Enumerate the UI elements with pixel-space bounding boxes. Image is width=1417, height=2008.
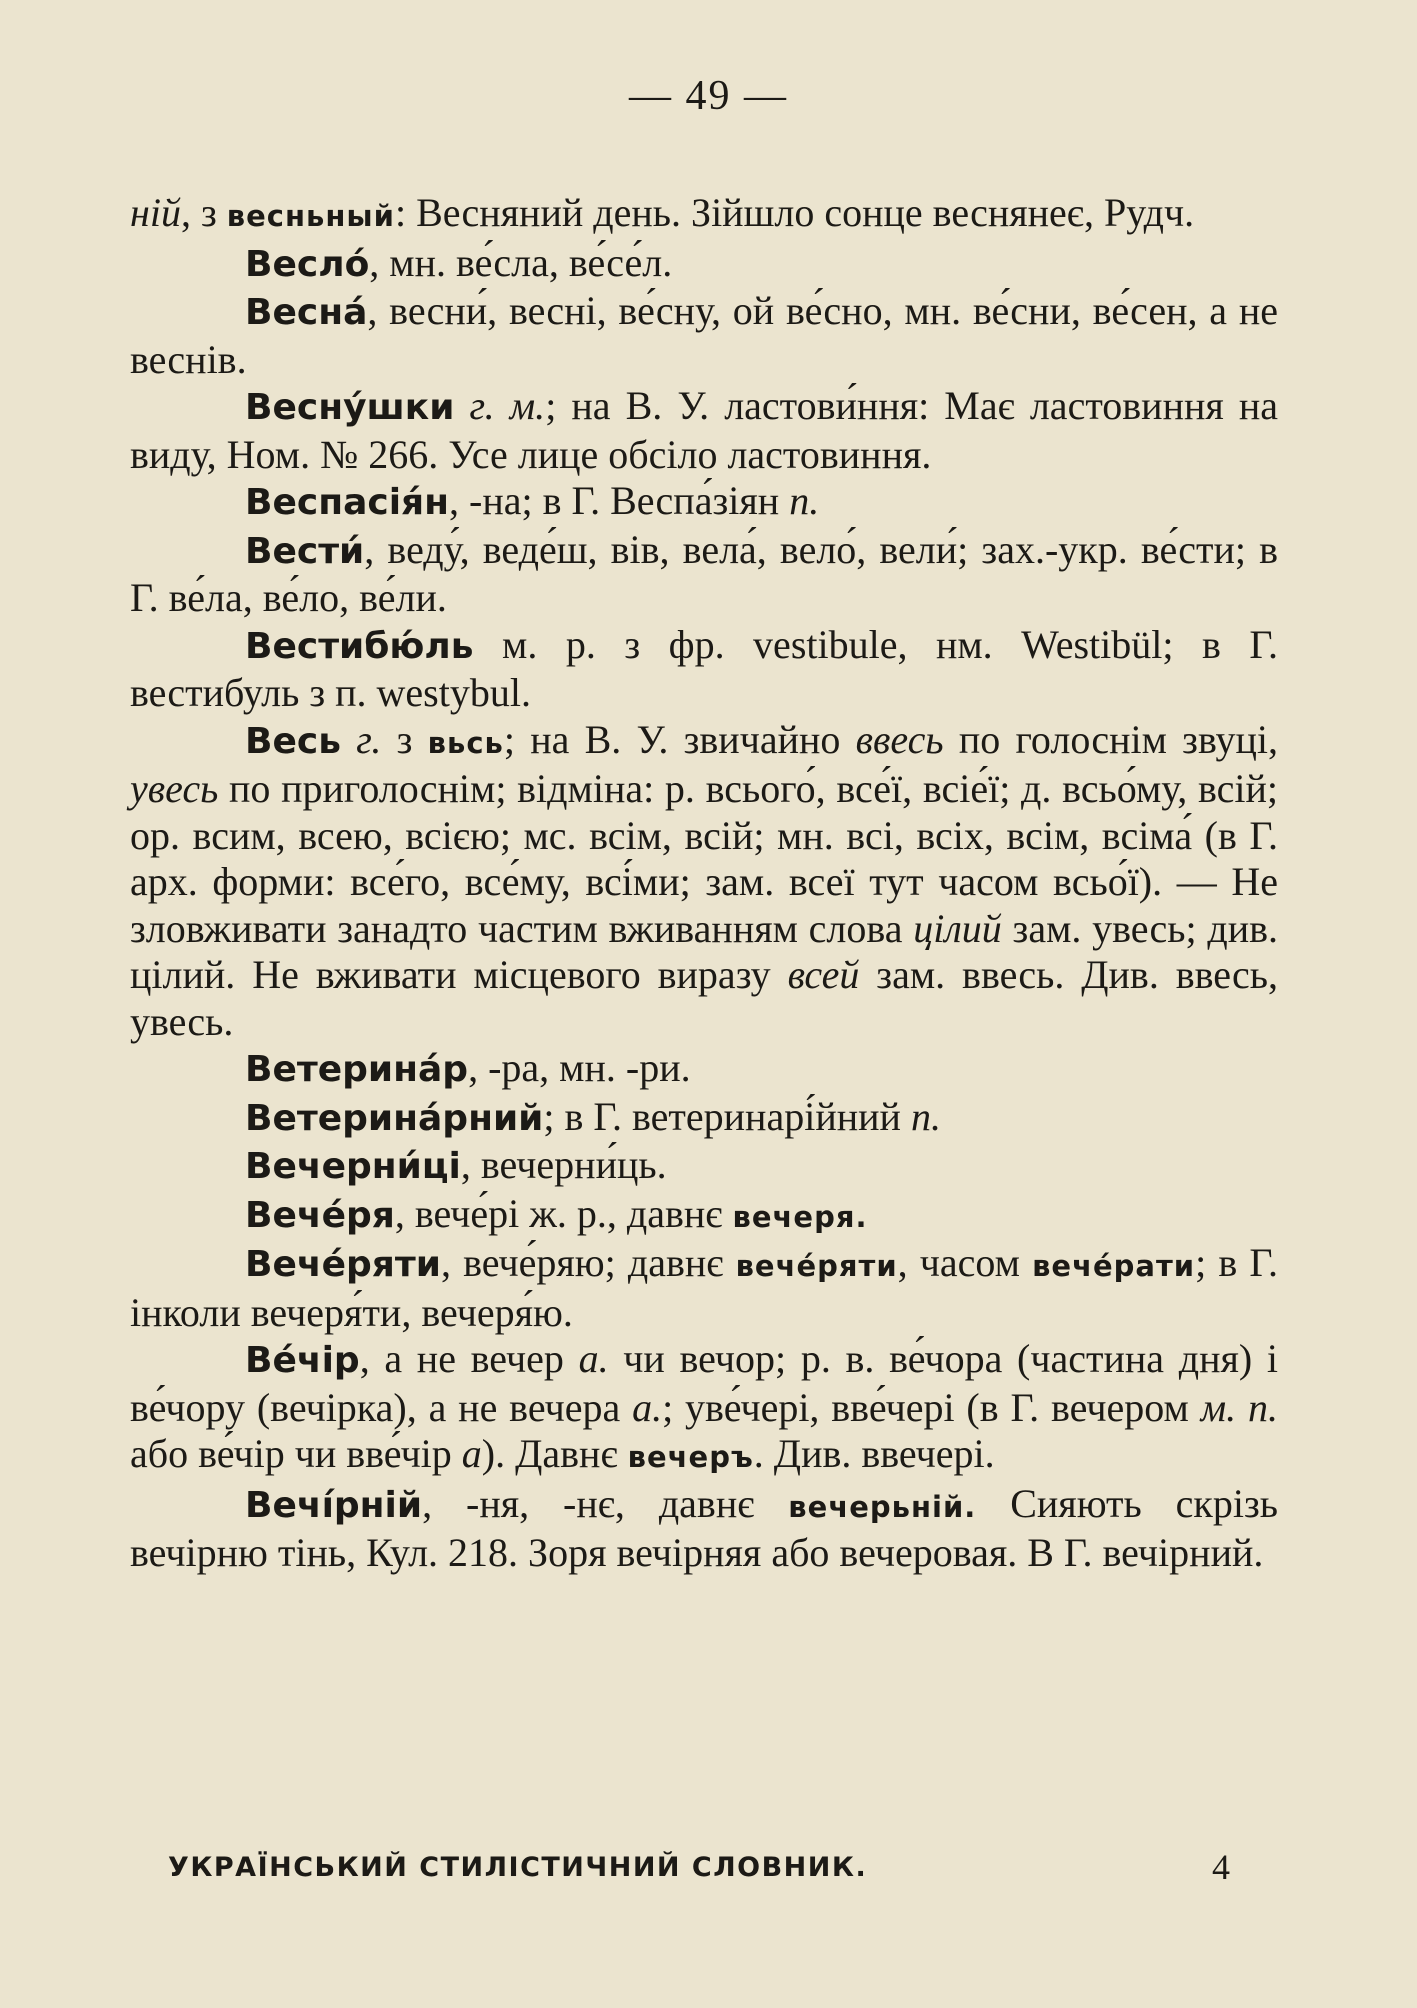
entry-old-spelling: весньный [226,199,395,233]
entry-italic: ній [130,190,181,235]
entry-text: або ве́чір чи вве́чір [130,1431,462,1476]
entry-old-spelling: вьсь [427,725,504,760]
dictionary-entry [130,1094,1278,1143]
entry-text: , -на; в Г. Веспа́зіян [449,478,790,523]
entry-text: , -ня, -нє, давнє [422,1480,789,1526]
entry-text: м. р. з фр. vestibule, нм. Westibül; в Г. вестибуль з п. westybul. [130,621,1278,715]
entry-italic: г. [356,716,382,762]
dictionary-entry [130,383,1278,478]
dictionary-entry [130,717,1278,1046]
dictionary-entry [130,1481,1278,1577]
entry-text: ). Давнє [481,1431,628,1476]
entry-italic: а. [578,1336,609,1381]
dictionary-entry [130,1045,1278,1094]
entry-text: ; на В. У. звичайно [503,716,856,762]
entry-text: , вече́рі ж. р., давнє [394,1190,733,1236]
footer-title: УКРАЇНСЬКИЙ СТИЛІСТИЧНИЙ СЛОВНИК. [168,1852,868,1883]
entry-text: Сияють скрізь вечірню тінь, Кул. 218. Зоря вечірняя або вечеровая. В Г. вечірний. [130,1480,1279,1575]
entry-headword: Веспасія́н [245,482,450,523]
entry-italic: п. [789,478,820,523]
entry-text: ; на В. У. ластови́ння: Має ластовиння на виду, Ном. № 266. Усе лице обсіло ластовиння. [130,383,1279,477]
entry-old-spelling: вечеря. [732,1199,868,1234]
entry-text: ; в Г. ветеринарі́йний [543,1093,911,1139]
dictionary-entry [130,527,1278,622]
entry-headword: Весь [245,720,341,762]
entry-text: з [381,716,428,762]
dictionary-entry [130,190,1278,240]
dictionary-entry [130,240,1278,289]
entry-text: . Див. ввечері. [753,1431,995,1476]
entry-text: , мн. ве́сла, ве́се́л. [369,239,673,285]
entry-text: ; уве́чері, вве́чері (в Г. вечером [662,1384,1201,1430]
entry-text: : Весняний день. Зійшло сонце веснянеє, Рудч. [394,190,1195,235]
entry-text: , весни́, весні, ве́сну, ой ве́сно, мн. ве́сни, ве́сен, а не веснів. [130,288,1278,382]
entry-headword: Вечерни́ці [245,1146,461,1187]
entry-old-spelling: вече́рати [1032,1249,1196,1283]
entry-text: , вечерни́ць. [460,1142,667,1187]
entry-headword: Ветерина́р [245,1049,469,1090]
entry-text: по приголоснім; відміна: р. всього́, все́ї, всіе́ї; д. всьо́му, всій; ор. всим, всею, всією; мс. всім, всій; мн. всі, всіх, всім, всіма́ (в Г. арх. форми: все́го, все́му, всі́ми; зам. всеї тут часом всьо́ї). — Не зловживати занадто частим вживанням слова [130,766,1278,951]
entry-text: , -ра, мн. -ри. [468,1045,691,1090]
dictionary-entry [130,622,1278,717]
entry-headword: Вести́ [245,530,365,572]
entry-headword: Вестибю́ль [245,625,474,667]
entry-headword: Весло́ [245,243,370,285]
entry-old-spelling: вече́ряти [735,1249,898,1283]
page-number: — 49 — [629,73,788,119]
entry-old-spelling: вечерьній. [788,1489,977,1524]
entry-italic: п. [910,1093,941,1139]
entry-italic: увесь [130,766,219,811]
dictionary-entry [130,288,1278,383]
entry-headword: Вечі́рній [245,1484,423,1526]
entry-headword: Вече́ря [245,1194,395,1236]
entry-italic: г. м. [469,383,546,428]
entry-text: зам. увесь; див. цілий. Не вживати місцевого виразу [130,905,1278,997]
entry-italic: цілий [913,905,1002,951]
dictionary-entry [130,1142,1278,1191]
dictionary-entry [130,478,1278,527]
entry-headword: Ветерина́рний [245,1097,544,1139]
entry-text [341,717,356,762]
entry-text: , а не вечер [359,1336,579,1381]
entry-italic: а. [632,1384,663,1430]
entry-text: зам. ввесь. Див. ввесь, увесь. [130,952,1279,1044]
entry-text: , часом [897,1240,1033,1285]
entry-text: , вече́ряю; давнє [440,1240,736,1285]
dictionary-entries [130,190,1278,1577]
entry-headword: Весна́ [245,292,368,333]
entry-old-spelling: вечеръ [627,1440,754,1474]
entry-text: , з [180,190,227,235]
entry-text [454,383,469,428]
entry-italic: м. п. [1200,1384,1279,1430]
entry-italic: а [461,1431,482,1476]
entry-headword: Вече́ряти [245,1244,441,1285]
entry-text: чи вечор; р. в. ве́чора (частина дня) і ве́чору (вечірка), а не вечера [130,1336,1278,1430]
entry-text: ; в Г. інколи вечеря́ти, вечеря́ю. [130,1240,1278,1335]
dictionary-entry [130,1191,1278,1241]
dictionary-entry [130,1240,1278,1336]
entry-headword: Весну́шки [245,387,455,428]
entry-text: по голоснім звуці, [943,716,1279,762]
sheet-signature: 4 [1212,1847,1230,1887]
entry-text: , веду́, веде́ш, вів, вела́, вело́, вели́; зах.-укр. ве́сти; в Г. ве́ла, ве́ло, ве́ли. [130,526,1278,620]
entry-italic: всей [787,952,860,997]
entry-italic: ввесь [855,716,944,762]
entry-headword: Ве́чір [245,1340,360,1381]
dictionary-entry [130,1336,1278,1481]
